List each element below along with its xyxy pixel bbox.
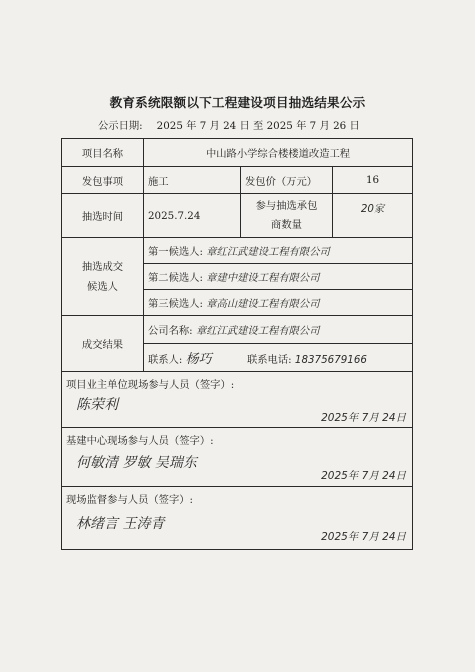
center-signature-label: 基建中心现场参与人员（签字）: [66,435,214,447]
announce-date-label: 公示日期: [98,120,143,132]
contact-cell [144,344,413,372]
bidder-count-label-line2: 商数量 [271,218,302,231]
candidate-1-value: 章红江武建设工程有限公司 [206,246,330,258]
row-draw-time [62,194,413,238]
row-supervise-signature [62,487,413,550]
candidate-3-cell [144,290,413,316]
phone-value: 18375679166 [294,354,367,366]
row-company [62,316,413,344]
draw-time-value: 2025.7.24 [144,194,241,238]
bidder-count-label-line1: 参与抽选承包 [255,199,318,212]
document-title: 教育系统限额以下工程建设项目抽选结果公示 [109,95,366,110]
project-name-label: 项目名称 [62,139,144,167]
supervise-signature-date: 2025年 7月 24日 [321,531,407,543]
owner-signature-cell [62,372,413,428]
supervise-signature: 林绪言 王涛青 [76,516,165,532]
row-contract-item [62,167,413,194]
project-name-value: 中山路小学综合楼楼道改造工程 [144,139,413,167]
center-signature-date: 2025年 7月 24日 [321,470,407,482]
announce-date-range: 2025 年 7 月 24 日 至 2025 年 7 月 26 日 [156,120,360,132]
row-candidate-1 [62,238,413,264]
company-value: 章红江武建设工程有限公司 [195,325,320,337]
center-signature: 何敏清 罗敏 吴瑞东 [76,455,197,471]
bidder-count-value: 20家 [333,194,413,238]
candidates-label-line1: 抽选成交 [81,260,124,273]
owner-signature-label: 项目业主单位现场参与人员（签字）: [66,379,235,391]
candidates-label [62,238,144,316]
supervise-signature-cell [62,487,413,550]
bidder-count-label [241,194,333,238]
center-signature-cell [62,428,413,487]
row-project-name [62,139,413,167]
candidate-3-label: 第三候选人: [148,298,203,310]
supervise-signature-label: 现场监督参与人员（签字）: [66,494,194,506]
candidates-label-line2: 候选人 [87,280,118,293]
candidate-1-cell [144,238,413,264]
contact-label: 联系人: [148,354,183,366]
draw-time-label: 抽选时间 [62,194,144,238]
owner-signature: 陈荣利 [76,397,118,413]
candidate-3-value: 章高山建设工程有限公司 [206,298,320,310]
company-cell [144,316,413,344]
contact-value: 杨巧 [185,352,212,367]
price-label: 发包价（万元） [241,167,333,194]
contract-item-label: 发包事项 [62,167,144,194]
candidate-1-label: 第一候选人: [148,246,203,258]
price-value: 16 [333,167,413,194]
row-owner-signature [62,372,413,428]
result-label: 成交结果 [62,316,144,372]
candidate-2-value: 章建中建设工程有限公司 [206,272,320,284]
candidate-2-cell [144,264,413,290]
announce-date-line [98,117,374,132]
owner-signature-date: 2025年 7月 24日 [321,412,407,424]
row-center-signature [62,428,413,487]
company-label: 公司名称: [148,325,193,337]
contract-item-value: 施工 [144,167,241,194]
phone-label: 联系电话: [246,354,292,366]
candidate-2-label: 第二候选人: [148,272,203,284]
result-table [61,138,413,550]
